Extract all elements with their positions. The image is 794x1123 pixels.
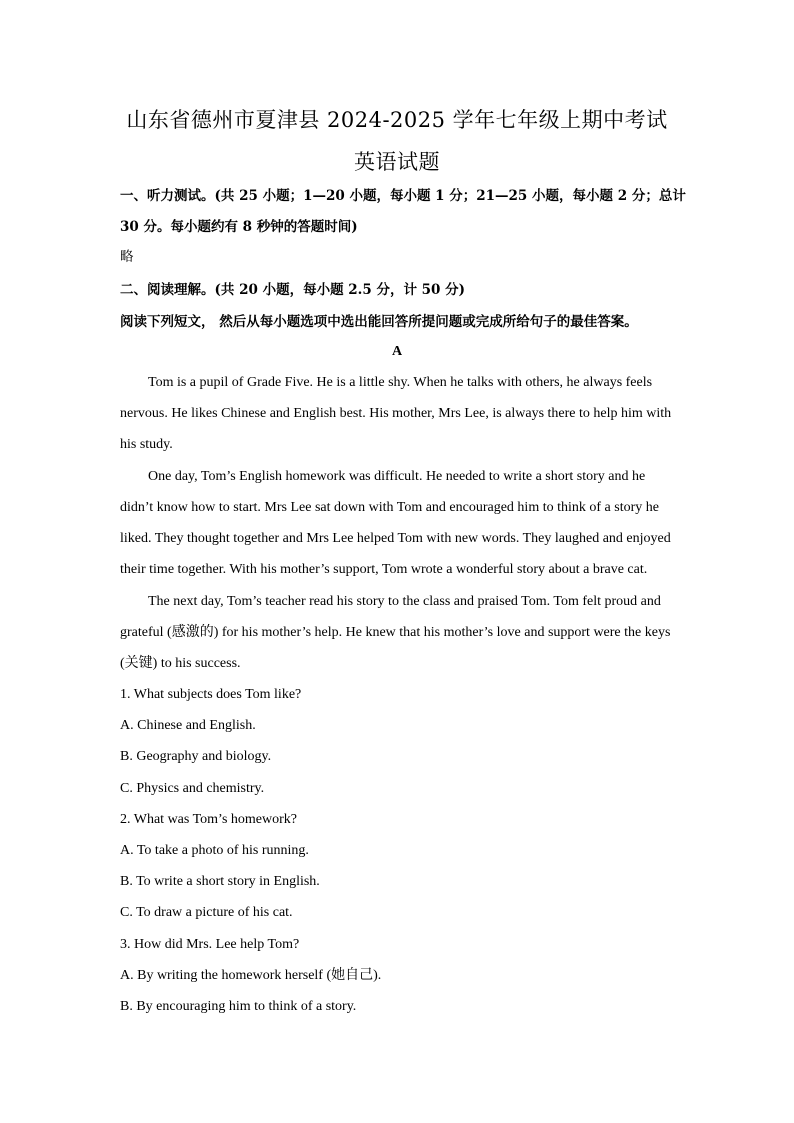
passage-line: grateful (感激的) for his mother’s help. He knew that his mother’s love and support were the keys bbox=[120, 625, 671, 640]
question-option: B. Geography and biology. bbox=[120, 749, 272, 764]
passage-line: The next day, Tom’s teacher read his story to the class and praised Tom. Tom felt proud and bbox=[148, 594, 661, 609]
question-stem: 2. What was Tom’s homework? bbox=[120, 812, 297, 827]
question-option: B. To write a short story in English. bbox=[120, 874, 320, 889]
section1-heading-line2: 30 分。每小题约有 8 秒钟的答题时间) bbox=[120, 219, 358, 235]
exam-subtitle: 英语试题 bbox=[354, 150, 440, 174]
section2-heading: 二、阅读理解。(共 20 小题，每小题 2.5 分，计 50 分) bbox=[120, 282, 466, 298]
passage-line: One day, Tom’s English homework was difficult. He needed to write a short story and he bbox=[148, 469, 646, 484]
question-option: C. To draw a picture of his cat. bbox=[120, 905, 293, 920]
question-option: B. By encouraging him to think of a story. bbox=[120, 999, 357, 1014]
question-stem: 1. What subjects does Tom like? bbox=[120, 687, 302, 702]
question-option: A. Chinese and English. bbox=[120, 718, 256, 733]
question-option: A. To take a photo of his running. bbox=[120, 843, 309, 858]
passage-line: nervous. He likes Chinese and English best. His mother, Mrs Lee, is always there to help him with bbox=[120, 406, 672, 421]
question-option: C. Physics and chemistry. bbox=[120, 781, 265, 796]
question-option: A. By writing the homework herself (她自己). bbox=[120, 968, 382, 983]
passage-line: didn’t know how to start. Mrs Lee sat down with Tom and encouraged him to think of a story he bbox=[120, 500, 659, 515]
passage-line: liked. They thought together and Mrs Lee helped Tom with new words. They laughed and enjoyed bbox=[120, 531, 671, 546]
passage-line: their time together. With his mother’s support, Tom wrote a wonderful story about a brave cat. bbox=[120, 562, 648, 577]
question-stem: 3. How did Mrs. Lee help Tom? bbox=[120, 937, 300, 952]
passage-line: (关键) to his success. bbox=[120, 656, 241, 671]
passage-line: his study. bbox=[120, 437, 173, 452]
section1-heading-line1: 一、听力测试。(共 25 小题；1—20 小题，每小题 1 分；21—25 小题，每小题 2 分；总计 bbox=[120, 188, 686, 204]
passage-label: A bbox=[391, 344, 403, 359]
exam-title: 山东省德州市夏津县 2024-2025 学年七年级上期中考试 bbox=[126, 108, 668, 132]
section2-instruction: 阅读下列短文， 然后从每小题选项中选出能回答所提问题或完成所给句子的最佳答案。 bbox=[120, 314, 638, 330]
passage-line: Tom is a pupil of Grade Five. He is a little shy. When he talks with others, he always feels bbox=[148, 375, 653, 390]
section1-omitted: 略 bbox=[120, 249, 134, 265]
